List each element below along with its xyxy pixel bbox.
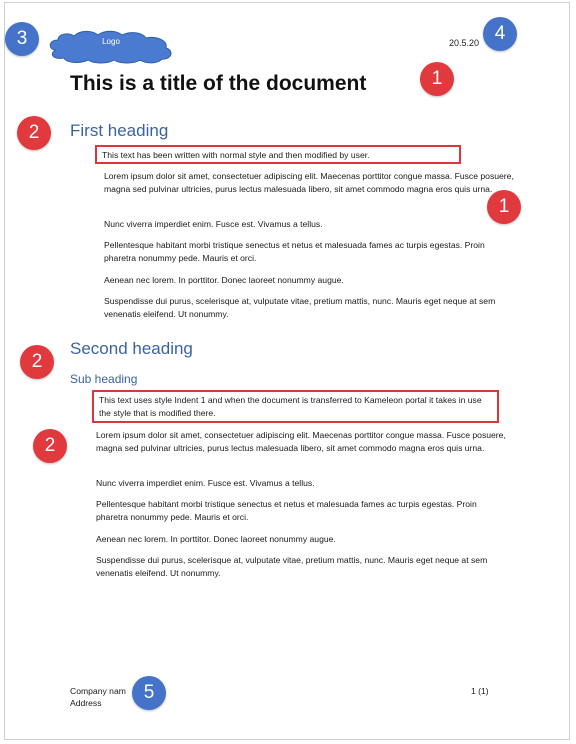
paragraph: Pellentesque habitant morbi tristique senectus et netus et malesuada fames ac turpis egestas. Proin pharetra nonummy pede. Mauris et orci. xyxy=(104,240,485,263)
logo xyxy=(46,28,176,64)
paragraph: Suspendisse dui purus, scelerisque at, vulputate vitae, pretium mattis, nunc. Mauris eget neque at sem venenatis eleifend. Ut nonummy. xyxy=(96,555,488,578)
paragraph: Nunc viverra imperdiet enim. Fusce est. Vivamus a tellus. xyxy=(96,478,315,488)
document-title: This is a title of the document xyxy=(70,72,367,95)
paragraph: Suspendisse dui purus, scelerisque at, vulputate vitae, pretium mattis, nunc. Mauris eget neque at sem venenatis eleifend. Ut nonummy. xyxy=(104,296,496,319)
first-heading: First heading xyxy=(70,121,169,140)
paragraph: Lorem ipsum dolor sit amet, consectetuer adipiscing elit. Maecenas porttitor congue massa. Fusce posuere, magna sed pulvinar ultricies, purus lectus malesuada libero, sit amet commodo magna eros quis urna. xyxy=(96,430,506,453)
paragraph: Aenean nec lorem. In porttitor. Donec laoreet nonummy augue. xyxy=(96,534,336,544)
footer-address: Address xyxy=(70,698,102,708)
callout-badge-2: 2 xyxy=(20,345,54,379)
footer-company: Company nam xyxy=(70,686,126,696)
callout-badge-4: 4 xyxy=(483,17,517,51)
callout-badge-1: 1 xyxy=(420,62,454,96)
sub-heading: Sub heading xyxy=(70,372,138,386)
highlighted-indent-text: This text uses style Indent 1 and when the document is transferred to Kameleon portal it takes in use the style that is modified there. xyxy=(92,390,499,423)
highlighted-modified-text: This text has been written with normal style and then modified by user. xyxy=(95,145,461,164)
callout-badge-5: 5 xyxy=(132,676,166,710)
footer-page-number: 1 (1) xyxy=(471,686,489,696)
paragraph: Nunc viverra imperdiet enim. Fusce est. Vivamus a tellus. xyxy=(104,219,323,229)
callout-badge-1: 1 xyxy=(487,190,521,224)
header-date: 20.5.20 xyxy=(449,38,480,48)
paragraph: Lorem ipsum dolor sit amet, consectetuer adipiscing elit. Maecenas porttitor congue massa. Fusce posuere, magna sed pulvinar ultricies, purus lectus malesuada libero, sit amet commodo magna eros quis urna. xyxy=(104,171,514,194)
callout-badge-2: 2 xyxy=(33,429,67,463)
logo-label: Logo xyxy=(102,37,120,46)
document-page xyxy=(4,2,570,740)
paragraph: Pellentesque habitant morbi tristique senectus et netus et malesuada fames ac turpis egestas. Proin pharetra nonummy pede. Mauris et orci. xyxy=(96,499,477,522)
callout-badge-3: 3 xyxy=(5,22,39,56)
callout-badge-2: 2 xyxy=(17,116,51,150)
paragraph: Aenean nec lorem. In porttitor. Donec laoreet nonummy augue. xyxy=(104,275,344,285)
second-heading: Second heading xyxy=(70,339,193,358)
